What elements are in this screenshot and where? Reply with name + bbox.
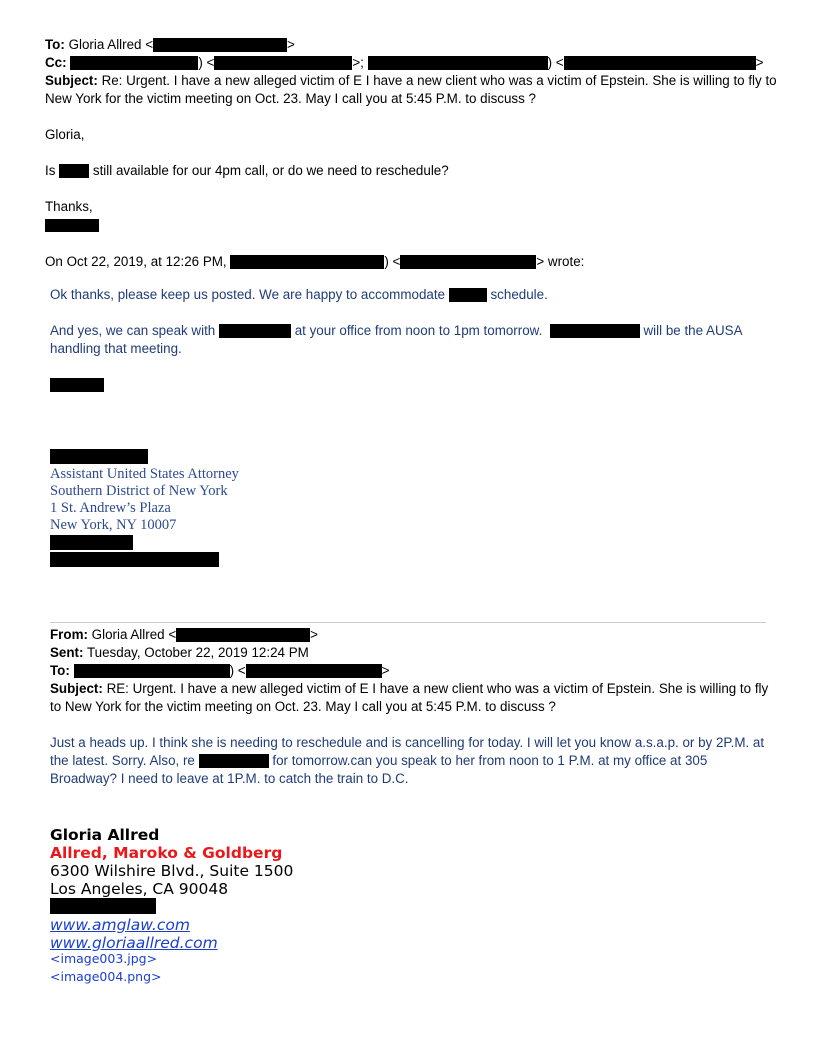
divider xyxy=(50,622,766,623)
redaction-block xyxy=(550,324,640,338)
fwd-body-line-1: Just a heads up. I think she is needing to reschedule and is cancelling for today. I will let you know a.s.a.p. or by 2P.M. at xyxy=(50,735,765,750)
redaction-block xyxy=(50,898,156,914)
subject-text: RE: Urgent. I have a new alleged victim of E I have a new client who was a victim of Epstein. She is willing to fly xyxy=(106,681,769,696)
redaction-block xyxy=(400,255,536,269)
redaction-block xyxy=(45,219,99,232)
body-post: still available for our 4pm call, or do we need to reschedule? xyxy=(92,163,449,178)
cc-line xyxy=(45,54,763,72)
cc-label: Cc: xyxy=(45,55,67,70)
to-name: Gloria Allred < xyxy=(68,37,154,52)
gloriaallred-link[interactable]: www.gloriaallred.com xyxy=(50,934,218,952)
fwd-body-line-2 xyxy=(50,752,707,770)
subject-label: Subject: xyxy=(45,73,98,88)
fwd-body-line-3: Broadway? I need to leave at 1P.M. to catch the train to D.C. xyxy=(50,771,409,786)
redaction-block xyxy=(219,324,291,338)
attachment-image003[interactable]: <image003.jpg> xyxy=(50,951,158,966)
fwd-subject-line-1 xyxy=(50,680,768,698)
to-line xyxy=(45,36,295,54)
cc-close: > xyxy=(755,55,764,70)
sig-address: 6300 Wilshire Blvd., Suite 1500 xyxy=(50,862,294,880)
sig-city: New York, NY 10007 xyxy=(50,517,177,533)
fwd-subject-line-2: to New York for the victim meeting on Oct. 23. May I call you at 5:45 P.M. to discuss ? xyxy=(50,699,556,714)
from-name: Gloria Allred < xyxy=(91,627,177,642)
from-close: > xyxy=(310,627,318,642)
body-line xyxy=(45,162,449,180)
fwd-to-line xyxy=(50,662,389,680)
quoted-line-1-post: schedule. xyxy=(490,287,548,302)
sig-address: 1 St. Andrew’s Plaza xyxy=(50,500,171,516)
quoted-line-3: handling that meeting. xyxy=(50,341,182,356)
greeting: Gloria, xyxy=(45,127,85,142)
fwd-sent-line xyxy=(50,644,309,662)
to-close: > xyxy=(287,37,295,52)
redaction-block xyxy=(449,288,487,302)
redaction-block xyxy=(153,38,287,52)
redaction-block xyxy=(368,56,548,70)
quoted-line-2-pre: And yes, we can speak with xyxy=(50,323,216,338)
to-sep: ) < xyxy=(229,663,246,678)
closing: Thanks, xyxy=(45,199,93,214)
redaction-block xyxy=(564,56,756,70)
quote-header-pre: On Oct 22, 2019, at 12:26 PM, xyxy=(45,254,227,269)
quote-header xyxy=(45,253,584,271)
sig-office: Southern District of New York xyxy=(50,483,228,499)
quote-header-post: > wrote: xyxy=(536,254,585,269)
quoted-line-1-pre: Ok thanks, please keep us posted. We are happy to accommodate xyxy=(50,287,446,302)
quoted-line-2-post: will be the AUSA xyxy=(643,323,743,338)
attachment-image004[interactable]: <image004.png> xyxy=(50,969,162,984)
redaction-block xyxy=(74,664,230,678)
redaction-block xyxy=(176,628,310,642)
sig-name: Gloria Allred xyxy=(50,826,160,844)
sig-firm: Allred, Maroko & Goldberg xyxy=(50,844,283,862)
body-pre: Is xyxy=(45,163,56,178)
fwd-from-line xyxy=(50,626,318,644)
redaction-block xyxy=(59,164,89,178)
cc-sep: ) < xyxy=(547,55,564,70)
cc-sep: ) < xyxy=(198,55,215,70)
sent-label: Sent: xyxy=(50,645,84,660)
from-label: From: xyxy=(50,627,88,642)
redaction-block xyxy=(230,255,384,269)
subject-text: Re: Urgent. I have a new alleged victim of E I have a new client who was a victim of Epstein. She is willing to fly to xyxy=(101,73,777,88)
redaction-block xyxy=(50,552,219,567)
redaction-block xyxy=(246,664,382,678)
fwd-body-line-2-pre: the latest. Sorry. Also, re xyxy=(50,753,195,768)
quote-header-mid: ) < xyxy=(384,254,401,269)
redaction-block xyxy=(50,449,148,464)
fwd-body-line-2-post: for tomorrow.can you speak to her from noon to 1 P.M. at my office at 305 xyxy=(272,753,708,768)
subject-line-1 xyxy=(45,72,777,90)
sig-city: Los Angeles, CA 90048 xyxy=(50,880,229,898)
sig-title: Assistant United States Attorney xyxy=(50,466,239,482)
subject-line-2: New York for the victim meeting on Oct. 23. May I call you at 5:45 P.M. to discuss ? xyxy=(45,91,536,106)
redaction-block xyxy=(199,754,269,768)
subject-label: Subject: xyxy=(50,681,103,696)
quoted-line-2-mid: at your office from noon to 1pm tomorrow. xyxy=(294,323,543,338)
amglaw-link[interactable]: www.amglaw.com xyxy=(50,916,190,934)
to-label: To: xyxy=(50,663,70,678)
redaction-block xyxy=(70,56,198,70)
quoted-line-2 xyxy=(50,322,743,340)
sent-value: Tuesday, October 22, 2019 12:24 PM xyxy=(86,645,309,660)
to-close: > xyxy=(381,663,390,678)
cc-sep: >; xyxy=(352,55,364,70)
redaction-block xyxy=(50,378,104,392)
quoted-line-1 xyxy=(50,286,548,304)
to-label: To: xyxy=(45,37,65,52)
redaction-block xyxy=(50,535,133,550)
redaction-block xyxy=(214,56,352,70)
